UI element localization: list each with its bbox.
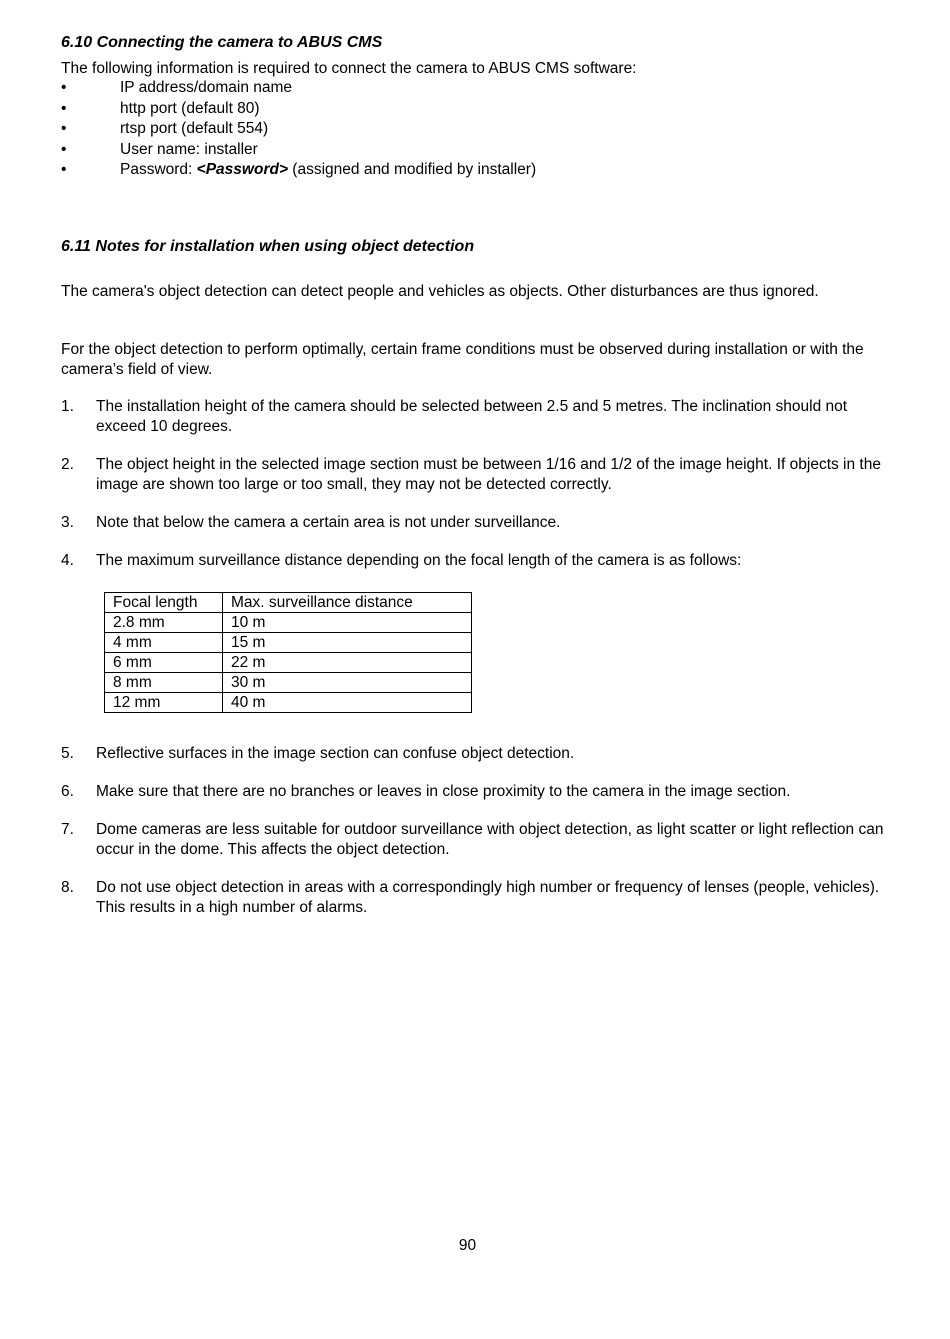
section-heading-6-11: 6.11 Notes for installation when using object detection bbox=[61, 238, 475, 255]
list-item-text: User name: installer bbox=[120, 141, 258, 158]
item-text: Dome cameras are less suitable for outdoor surveillance with object detection, as light scatter or light reflection can occur in the dome. This affects the object detection. bbox=[96, 821, 884, 858]
password-note: (assigned and modified by installer) bbox=[288, 161, 537, 178]
section-heading-6-10: 6.10 Connecting the camera to ABUS CMS bbox=[61, 34, 383, 51]
table-header-cell: Focal length bbox=[105, 593, 223, 613]
focal-length-table bbox=[104, 592, 472, 713]
table-cell: 22 m bbox=[223, 653, 472, 673]
table-cell: 6 mm bbox=[105, 653, 223, 673]
item-number: 4. bbox=[61, 552, 74, 569]
list-item-text: rtsp port (default 554) bbox=[120, 120, 269, 137]
table-row bbox=[105, 613, 472, 633]
table-cell: 12 mm bbox=[105, 693, 223, 713]
table-row bbox=[105, 693, 472, 713]
item-number: 3. bbox=[61, 514, 74, 531]
item-number: 2. bbox=[61, 456, 74, 473]
password-placeholder: <Password> bbox=[196, 161, 288, 178]
item-text: The maximum surveillance distance depending on the focal length of the camera is as follows: bbox=[96, 552, 742, 569]
item-text: The installation height of the camera should be selected between 2.5 and 5 metres. The inclination should not exceed 10 degrees. bbox=[96, 398, 848, 435]
table-cell: 40 m bbox=[223, 693, 472, 713]
paragraph: The camera's object detection can detect people and vehicles as objects. Other disturbances are thus ignored. bbox=[61, 283, 819, 300]
item-number: 8. bbox=[61, 879, 74, 896]
table-cell: 8 mm bbox=[105, 673, 223, 693]
list-item-text: http port (default 80) bbox=[120, 100, 260, 117]
table-cell: 4 mm bbox=[105, 633, 223, 653]
item-text: The object height in the selected image section must be between 1/16 and 1/2 of the image height. If objects in the image are shown too large or too small, they may not be detected correctly. bbox=[96, 456, 881, 493]
list-item-text: IP address/domain name bbox=[120, 79, 293, 96]
item-text: Make sure that there are no branches or leaves in close proximity to the camera in the image section. bbox=[96, 783, 791, 800]
table-cell: 15 m bbox=[223, 633, 472, 653]
item-number: 5. bbox=[61, 745, 74, 762]
page-number: 90 bbox=[458, 1237, 477, 1254]
table-row bbox=[105, 673, 472, 693]
bullet-icon: • bbox=[61, 141, 67, 158]
table-cell: 10 m bbox=[223, 613, 472, 633]
item-text: Do not use object detection in areas with a correspondingly high number or frequency of lenses (people, vehicles). This results in a high number of alarms. bbox=[96, 879, 880, 916]
item-number: 6. bbox=[61, 783, 74, 800]
section-intro: The following information is required to connect the camera to ABUS CMS software: bbox=[61, 60, 637, 77]
item-text: Reflective surfaces in the image section can confuse object detection. bbox=[96, 745, 575, 762]
password-label: Password: bbox=[120, 161, 197, 178]
table-header-row bbox=[105, 593, 472, 613]
bullet-icon: • bbox=[61, 100, 67, 117]
bullet-icon: • bbox=[61, 79, 67, 96]
table-cell: 30 m bbox=[223, 673, 472, 693]
paragraph: For the object detection to perform optimally, certain frame conditions must be observed during installation or with the camera’s field of view. bbox=[61, 341, 864, 378]
table-row bbox=[105, 633, 472, 653]
table-row bbox=[105, 653, 472, 673]
item-number: 7. bbox=[61, 821, 74, 838]
list-item-text bbox=[120, 160, 536, 180]
table-cell: 2.8 mm bbox=[105, 613, 223, 633]
item-number: 1. bbox=[61, 398, 74, 415]
item-text: Note that below the camera a certain area is not under surveillance. bbox=[96, 514, 561, 531]
bullet-icon: • bbox=[61, 161, 67, 178]
table-header-cell: Max. surveillance distance bbox=[223, 593, 472, 613]
bullet-icon: • bbox=[61, 120, 67, 137]
